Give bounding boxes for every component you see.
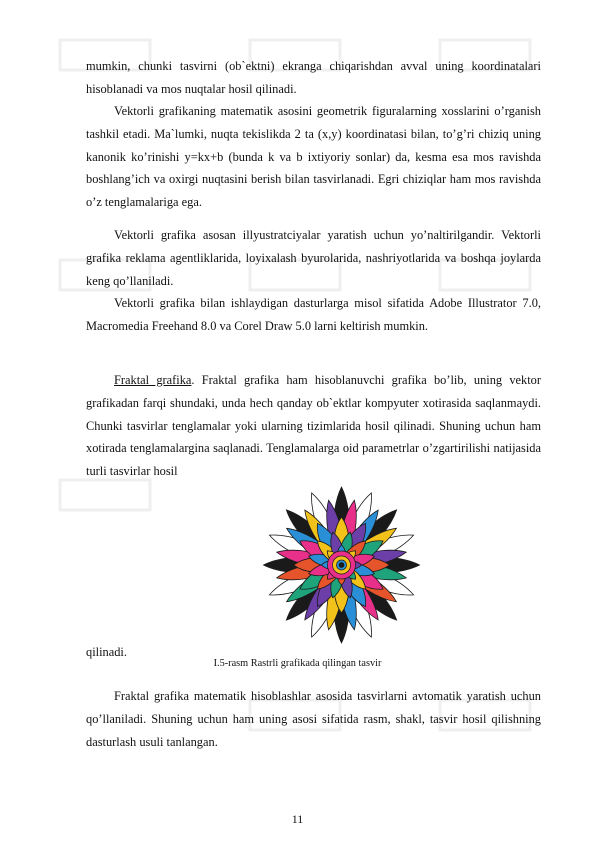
page-number: 11 [291,812,304,826]
paragraph-fractal [86,369,541,483]
figure-caption: I.5-rasm Rastrli grafikada qilingan tasvir [213,658,382,669]
paragraph-vector-programs: Vektorli grafika bilan ishlaydigan dasturlarga misol sifatida Adobe Illustrator 7.0, Macromedia Freehand 8.0 va Corel Draw 5.0 larni keltirish mumkin. [86,296,541,333]
fractal-term: Fraktal grafika [114,373,192,387]
paragraph-vector-use: Vektorli grafika asosan illyustratciyalar yaratish uchun yo’naltirilgandir. Vektorli grafika reklama agentliklarida, loyixalash byurolarida, nashriyotlarida va boshqa joylarda keng qo’llaniladi. [86,228,541,288]
fractal-text: . Fraktal grafika ham hisoblanuvchi grafika bo’lib, uning vektor grafikadan farqi shundaki, unda hech qanday ob`ektlar kompyuter xotirasida saqlanmaydi. Chunki tasvirlar tenglamalar yoki ularning tizimlarida hosil qilinadi. Shuning uchun ham xotirada tenglamalargina saqlanadi. Tenglamalarga oid parametrlar o’zgartirilishi natijasida turli tasvirlar hosil [86,373,541,479]
mandala-center [339,563,344,568]
paragraph-fractal-use: Fraktal grafika matematik hisoblashlar asosida tasvirlarni avtomatik yaratish uchun qo’llaniladi. Shuning uchun ham uning asosi sifatida rasm, shakl, tasvir hosil qilishning dasturlash usuli tanlangan. [86,689,541,749]
mandala-figure [234,486,449,644]
paragraph-tail: qilinadi. [86,645,127,659]
paragraph-vector-math: Vektorli grafikaning matematik asosini geometrik figuralarning xosslarini o’rganish tashkil etadi. Ma`lumki, nuqta tekislikda 2 ta (x,y) koordinatasi bilan, to’g’ri chiziq uning kanonik ko’rinishi y=kx+b (bunda k va b ixtiyoriy sonlar) da, kesma esa mos ravishda boshlang’ich va oxirgi nuqtasini berish bilan tasvirlanadi. Egri chiziqlar ham mos ravishda o’z tenglamalariga ega. [86,104,541,210]
paragraph-intro: mumkin, chunki tasvirni (ob`ektni) ekranga chiqarishdan avval uning koordinatalari hisoblanadi va mos nuqtalar hosil qilinadi. [86,59,541,96]
